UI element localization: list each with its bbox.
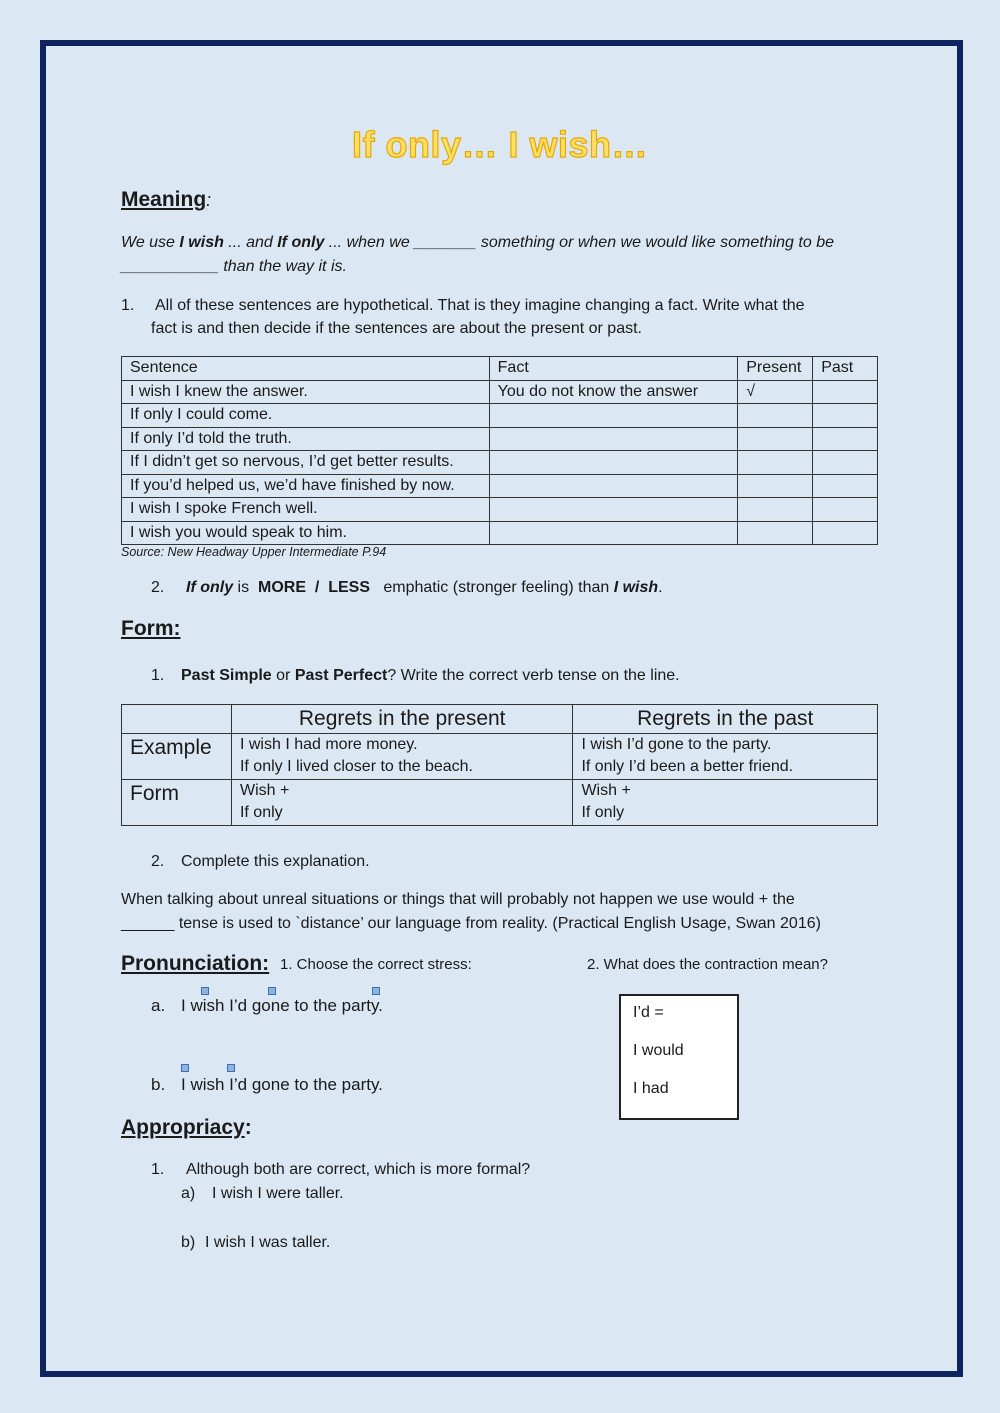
present-cell[interactable] [738, 404, 813, 428]
sentence-cell: If only I could come. [122, 404, 490, 428]
text-bold-part: If only [186, 579, 234, 596]
meaning-q1-line2: fact is and then decide if the sentences are about the present or past. [151, 320, 642, 337]
less-option[interactable]: LESS [328, 579, 371, 596]
text-part: or [271, 667, 295, 684]
form-q2-text: Complete this explanation. [181, 853, 370, 870]
table-header-row [122, 357, 878, 381]
past-cell[interactable] [813, 498, 878, 522]
form-label: Form [122, 780, 232, 826]
past-cell[interactable] [813, 451, 878, 475]
sentence-cell: If you’d helped us, we’d have finished by now. [122, 474, 490, 498]
meaning-heading-suffix: : [206, 190, 212, 210]
table-row [122, 474, 878, 498]
facts-table [121, 356, 878, 545]
meaning-section [121, 188, 211, 212]
sentence-cell: If only I’d told the truth. [122, 427, 490, 451]
cell-line: If only [239, 804, 283, 821]
example-present [231, 734, 572, 780]
text-bold-part: / [306, 579, 329, 596]
fact-cell[interactable] [489, 427, 738, 451]
past-cell[interactable] [813, 427, 878, 451]
present-cell[interactable] [738, 474, 813, 498]
cell-line: I wish I’d gone to the party. [581, 736, 772, 753]
meaning-sentence-line2: ___________ than the way it is. [121, 258, 347, 275]
header-present: Present [738, 357, 813, 381]
text-part: is [233, 579, 258, 596]
stress-marker[interactable] [268, 987, 276, 995]
cell-line: Wish + [581, 782, 631, 799]
header-past: Past [813, 357, 878, 381]
more-option[interactable]: MORE [258, 579, 306, 596]
fact-cell[interactable] [489, 451, 738, 475]
header-fact: Fact [489, 357, 738, 381]
text-bold-part: I wish [179, 234, 224, 251]
meaning-heading: Meaning [121, 188, 207, 211]
table-header-row [122, 705, 878, 734]
past-cell[interactable] [813, 404, 878, 428]
sentence-cell: I wish I knew the answer. [122, 380, 490, 404]
appropriacy-option-b[interactable]: I wish I was taller. [205, 1234, 331, 1251]
appropriacy-heading-suffix: : [244, 1116, 252, 1139]
sentence-cell: I wish I spoke French well. [122, 498, 490, 522]
appropriacy-q1-text: Although both are correct, which is more formal? [186, 1161, 531, 1178]
fact-cell[interactable]: You do not know the answer [489, 380, 738, 404]
text-part: . [658, 579, 663, 596]
sentence-cell: I wish you would speak to him. [122, 521, 490, 545]
fact-cell[interactable] [489, 404, 738, 428]
stress-marker[interactable] [201, 987, 209, 995]
option-a-label: a) [181, 1185, 196, 1202]
header-sentence: Sentence [122, 357, 490, 381]
table-row [122, 498, 878, 522]
pronunciation-heading: Pronunciation: [121, 952, 270, 975]
appropriacy-heading: Appropriacy [121, 1116, 245, 1139]
fact-cell[interactable] [489, 474, 738, 498]
present-cell[interactable] [738, 451, 813, 475]
meaning-sentence-line1 [121, 231, 901, 255]
text-bold-part: Past Simple [181, 667, 272, 684]
cell-line: I wish I had more money. [239, 736, 418, 753]
example-past [573, 734, 878, 780]
box-line[interactable]: I would [633, 1042, 684, 1059]
table-row [122, 427, 878, 451]
box-line[interactable]: I had [633, 1080, 669, 1097]
text-part: ... when we _______ something or when we would like something to be [324, 234, 834, 251]
option-b-label: b. [151, 1075, 166, 1094]
present-cell[interactable] [738, 427, 813, 451]
option-a-text[interactable]: I wish I’d gone to the party. [181, 996, 383, 1015]
table-row [122, 521, 878, 545]
form-past[interactable] [573, 780, 878, 826]
contraction-box [619, 994, 739, 1120]
form-q2-number: 2. [151, 853, 165, 870]
option-b-text[interactable]: I wish I’d gone to the party. [181, 1075, 383, 1094]
appropriacy-option-a[interactable]: I wish I were taller. [212, 1185, 344, 1202]
pronunciation-q2: 2. What does the contraction mean? [587, 956, 828, 973]
appropriacy-section [121, 1116, 252, 1140]
cell-line: If only I lived closer to the beach. [239, 758, 473, 775]
meaning-q2 [186, 576, 663, 600]
fact-cell[interactable] [489, 498, 738, 522]
table-row [122, 734, 878, 780]
pronunciation-q1: 1. Choose the correct stress: [280, 956, 472, 973]
past-cell[interactable] [813, 380, 878, 404]
table-row [122, 404, 878, 428]
past-cell[interactable] [813, 521, 878, 545]
meaning-q1-line1: All of these sentences are hypothetical. That is they imagine changing a fact. Write what the [155, 297, 805, 314]
fact-cell[interactable] [489, 521, 738, 545]
explanation-line1: When talking about unreal situations or things that will probably not happen we use would + the [121, 891, 795, 908]
form-present[interactable] [231, 780, 572, 826]
stress-marker[interactable] [227, 1064, 235, 1072]
text-bold-part: Past Perfect [294, 667, 388, 684]
present-cell[interactable] [738, 521, 813, 545]
present-cell[interactable] [738, 498, 813, 522]
regrets-table [121, 704, 878, 826]
text-part: ? Write the correct verb tense on the line. [387, 667, 680, 684]
sentence-cell: If I didn’t get so nervous, I’d get better results. [122, 451, 490, 475]
present-cell[interactable]: √ [738, 380, 813, 404]
option-a-label: a. [151, 996, 166, 1015]
stress-marker[interactable] [181, 1064, 189, 1072]
form-heading: Form: [121, 617, 181, 640]
text-bold-part: If only [277, 234, 325, 251]
past-cell[interactable] [813, 474, 878, 498]
meaning-q2-number: 2. [151, 579, 165, 596]
table-row [122, 780, 878, 826]
cell-line: If only I’d been a better friend. [581, 758, 794, 775]
table-row [122, 451, 878, 475]
text-part: ... and [223, 234, 278, 251]
table-source: Source: New Headway Upper Intermediate P.94 [121, 545, 387, 559]
header-present: Regrets in the present [231, 705, 572, 734]
text-part: We use [121, 234, 180, 251]
appropriacy-q1-number: 1. [151, 1161, 165, 1178]
option-b-label: b) [181, 1234, 196, 1251]
worksheet-title: If only… I wish… [351, 124, 649, 165]
header-empty [122, 705, 232, 734]
text-part: emphatic (stronger feeling) than [370, 579, 614, 596]
box-line: I’d = [633, 1004, 664, 1021]
cell-line: If only [581, 804, 625, 821]
explanation-line2: ______ tense is used to `distance’ our language from reality. (Practical English Usage, Swan 2016) [121, 915, 821, 932]
form-q1-number: 1. [151, 667, 165, 684]
example-label: Example [122, 734, 232, 780]
cell-line: Wish + [239, 782, 290, 799]
meaning-q1-number: 1. [121, 297, 135, 314]
header-past: Regrets in the past [573, 705, 878, 734]
table-row [122, 380, 878, 404]
text-bold-part: I wish [613, 579, 659, 596]
form-q1 [181, 664, 680, 688]
stress-marker[interactable] [372, 987, 380, 995]
